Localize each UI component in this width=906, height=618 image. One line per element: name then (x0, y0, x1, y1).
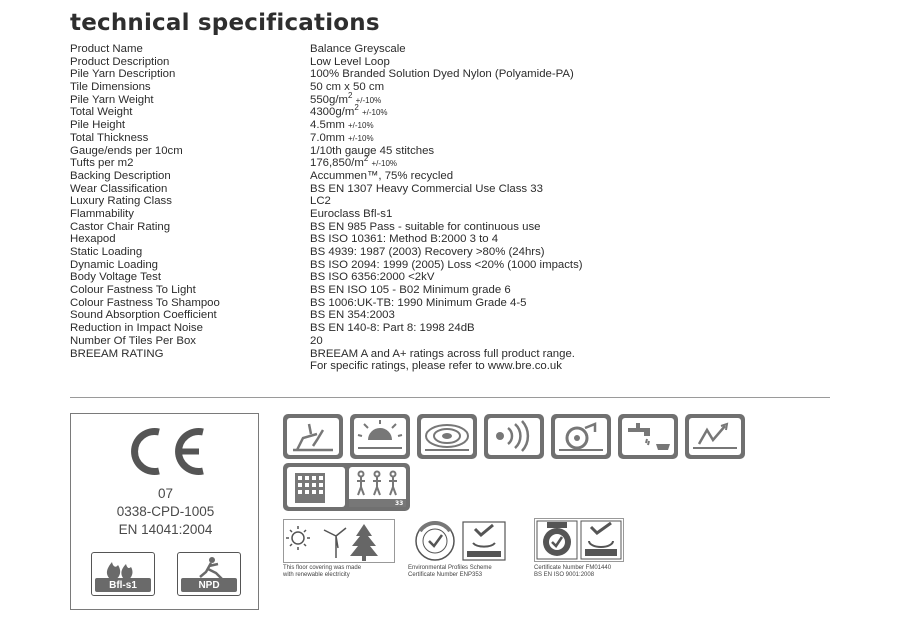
fire-rating-label: Bfl-s1 (109, 580, 137, 591)
spec-row (70, 56, 770, 69)
spec-value-text: 1/10th gauge 45 stitches (310, 144, 435, 157)
spec-tolerance: +/-10% (347, 121, 374, 131)
spec-row (70, 335, 770, 348)
spec-value (310, 360, 562, 373)
spec-value-text: Low Level Loop (310, 55, 390, 68)
spec-value-text: For specific ratings, please refer to www.bre.co.uk (310, 360, 562, 373)
spec-label: Flammability (70, 207, 134, 220)
spec-value (310, 322, 475, 335)
spec-value (310, 221, 540, 234)
spec-label: Pile Yarn Weight (70, 93, 154, 106)
renewable-electricity-logo (283, 519, 395, 563)
spec-value-text: Accummen™, 75% recycled (310, 169, 454, 182)
light-fastness-icon (350, 414, 410, 459)
spec-label: Dynamic Loading (70, 258, 159, 271)
spec-value (310, 335, 323, 348)
spec-label: BREEAM RATING (70, 347, 164, 360)
spec-row (70, 309, 770, 322)
spec-row (70, 103, 770, 119)
spec-row (70, 154, 770, 170)
spec-value (310, 284, 511, 297)
spec-value-text: 550g/m (310, 93, 348, 106)
spec-value (310, 246, 545, 259)
spec-label: Tufts per m2 (70, 157, 134, 170)
renewable-caption-line2: with renewable electricity (283, 572, 350, 578)
spec-row (70, 183, 770, 196)
spec-value-text: 50 cm x 50 cm (310, 81, 385, 94)
shampoo-tap-icon (618, 414, 678, 459)
slip-rating-badge (177, 552, 241, 596)
spec-value-text: BS ISO 2094: 1999 (2005) Loss <20% (1000 impacts) (310, 258, 583, 271)
ce-certificate-number: 0338-CPD-1005 (116, 504, 215, 519)
spec-tolerance: +/-10% (355, 95, 382, 105)
spec-row (70, 119, 770, 132)
spec-label: Colour Fastness To Light (70, 284, 196, 297)
fire-rating-badge (91, 552, 155, 596)
spec-value-text: LC2 (310, 195, 331, 208)
spec-value (310, 68, 574, 81)
spec-label: Pile Height (70, 119, 126, 132)
spec-row (70, 170, 770, 183)
spec-row (70, 145, 770, 158)
spec-row (70, 271, 770, 284)
bsi-caption-line1: Certificate Number FM01440 (534, 565, 612, 571)
spec-value-text: 4.5mm (310, 119, 345, 132)
heavy-commercial-use-icon (283, 463, 410, 511)
spec-label: Wear Classification (70, 182, 168, 195)
spec-value-text: Balance Greyscale (310, 43, 406, 55)
static-loading-icon (685, 414, 745, 459)
spec-label: Reduction in Impact Noise (70, 322, 203, 335)
divider (70, 397, 830, 398)
spec-row (70, 81, 770, 94)
castor-chair-icon (283, 414, 343, 459)
spec-value (310, 348, 575, 361)
ce-marking-panel (70, 413, 259, 610)
spec-value (310, 145, 434, 158)
spec-value-text: BS EN 354:2003 (310, 309, 395, 322)
ce-mark-icon (121, 424, 211, 479)
spec-row (70, 233, 770, 246)
spec-value-text: BS EN ISO 105 - B02 Minimum grade 6 (310, 284, 511, 297)
spec-value (310, 154, 398, 171)
spec-row (70, 43, 770, 56)
spec-value (310, 103, 388, 120)
spec-value-text: BS ISO 6356:2000 <2kV (310, 271, 435, 284)
use-class-label: 33 (395, 500, 404, 507)
spec-row (70, 297, 770, 310)
spec-label: Number Of Tiles Per Box (70, 334, 196, 347)
spec-row (70, 360, 770, 373)
castor-wheel-icon (551, 414, 611, 459)
spec-label: Pile Yarn Description (70, 68, 176, 81)
spec-value-text: BS EN 985 Pass - suitable for continuous use (310, 220, 541, 233)
enp-caption-line1: Environmental Profiles Scheme (408, 565, 492, 571)
spec-value (310, 170, 453, 183)
spec-unit-superscript: 2 (363, 154, 369, 164)
spec-value (310, 208, 392, 221)
spec-label: Hexapod (70, 233, 116, 246)
spec-value (310, 183, 543, 196)
spec-label: Sound Absorption Coefficient (70, 309, 217, 322)
spec-tolerance: +/-10% (371, 159, 398, 169)
ce-standard: EN 14041:2004 (118, 522, 213, 537)
spec-value-text: BS EN 140-8: Part 8: 1998 24dB (310, 322, 475, 335)
spec-row (70, 322, 770, 335)
spec-value (310, 56, 390, 69)
spec-label: Colour Fastness To Shampoo (70, 296, 220, 309)
spec-row (70, 348, 770, 361)
spec-label: Gauge/ends per 10cm (70, 144, 183, 157)
spec-label: Body Voltage Test (70, 271, 161, 284)
spec-value (310, 233, 498, 246)
spec-label: Castor Chair Rating (70, 220, 171, 233)
spec-row (70, 90, 770, 107)
spec-label: Tile Dimensions (70, 81, 151, 94)
spec-row (70, 221, 770, 234)
spec-value-text: BS ISO 10361: Method B:2000 3 to 4 (310, 233, 499, 246)
spec-value-text: 20 (310, 334, 323, 347)
spec-row (70, 259, 770, 272)
spec-value (310, 119, 374, 133)
spec-value-text: BS 4939: 1987 (2003) Recovery >80% (24hrs) (310, 246, 545, 258)
spec-value-text: BREEAM A and A+ ratings across full product range. (310, 347, 575, 360)
spec-unit-superscript: 2 (348, 90, 353, 100)
spec-value (310, 259, 583, 272)
environmental-profiles-logo (411, 519, 508, 563)
spec-label: Product Description (70, 55, 170, 68)
impact-noise-icon (484, 414, 544, 459)
commercial-building-icon (283, 463, 410, 511)
spec-value (310, 132, 374, 146)
renewable-caption-line1: This floor covering was made (283, 565, 362, 571)
spec-value-text: BS EN 1307 Heavy Commercial Use Class 33 (310, 182, 543, 195)
spec-row (70, 132, 770, 145)
enp-caption-line2: Certificate Number ENP353 (408, 572, 483, 578)
spec-unit-superscript: 2 (354, 103, 359, 113)
spec-value (310, 195, 331, 208)
spec-row (70, 195, 770, 208)
spec-tolerance: +/-10% (361, 108, 388, 118)
slip-rating-label: NPD (198, 580, 220, 591)
spec-value (310, 43, 406, 56)
spec-row (70, 246, 770, 259)
spec-label: Luxury Rating Class (70, 195, 172, 208)
spec-label: Total Weight (70, 106, 133, 119)
spec-label: Backing Description (70, 169, 171, 182)
spec-value-text: 100% Branded Solution Dyed Nylon (Polyamide-PA) (310, 68, 574, 81)
page-title: technical specifications (70, 10, 380, 36)
bsi-caption-line2: BS EN ISO 9001:2008 (534, 572, 595, 578)
spec-value (310, 297, 527, 310)
spec-row (70, 68, 770, 81)
spec-label: Total Thickness (70, 131, 149, 144)
spec-value (310, 271, 434, 284)
spec-value-text: 7.0mm (310, 131, 345, 144)
spec-value-text: BS 1006:UK-TB: 1990 Minimum Grade 4-5 (310, 296, 527, 309)
spec-value-text: 4300g/m (310, 106, 355, 119)
sound-absorption-icon (417, 414, 477, 459)
spec-label: Product Name (70, 43, 143, 55)
spec-value-text: 176,850/m (310, 157, 364, 170)
spec-value-text: Euroclass Bfl-s1 (310, 207, 393, 220)
spec-value (310, 309, 395, 322)
spec-label: Static Loading (70, 246, 143, 258)
spec-tolerance: +/-10% (347, 133, 374, 143)
ce-notified-body: 07 (157, 486, 174, 501)
spec-row (70, 208, 770, 221)
spec-table (70, 43, 770, 373)
bsi-ukas-logo (534, 518, 624, 562)
spec-row (70, 284, 770, 297)
